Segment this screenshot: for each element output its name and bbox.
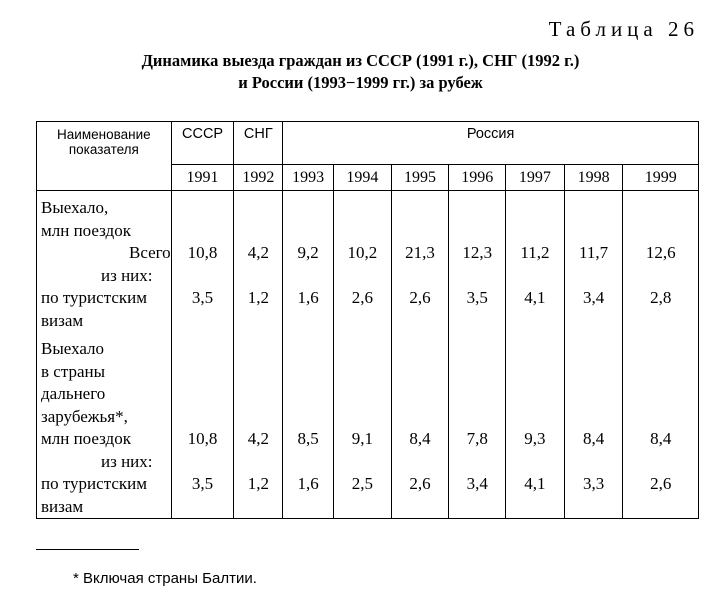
header-year: 1996 <box>449 165 506 191</box>
table-cell: 2,6 <box>334 287 392 310</box>
section1-tourist-label: по туристским <box>37 287 172 310</box>
section2-visas-label: визам <box>37 496 172 519</box>
table-cell: 11,2 <box>506 242 565 265</box>
section2-label-row-1 <box>37 332 699 361</box>
header-ussr: СССР <box>171 122 234 165</box>
section2-label-row-4 <box>37 406 699 429</box>
section2-of-them-label: из них: <box>101 451 153 471</box>
header-year: 1991 <box>171 165 234 191</box>
table-cell: 12,6 <box>623 242 699 265</box>
header-year: 1995 <box>391 165 449 191</box>
section1-total-label: Всего <box>129 243 171 262</box>
table-cell: 10,8 <box>171 428 234 451</box>
table-cell: 2,6 <box>623 473 699 496</box>
footnote-rule <box>36 549 139 550</box>
section2-label-line3: дальнего <box>37 383 172 406</box>
header-year: 1993 <box>283 165 334 191</box>
section2-label-line2: в страны <box>37 361 172 384</box>
table-caption <box>0 50 721 94</box>
table-cell: 2,6 <box>391 287 449 310</box>
section2-label-line1: Выехало <box>37 332 172 361</box>
table-cell: 3,5 <box>171 473 234 496</box>
caption-line-1: Динамика выезда граждан из СССР (1991 г.), СНГ (1992 г.) <box>141 51 580 70</box>
header-russia: Россия <box>283 122 699 165</box>
section2-visas-row <box>37 496 699 519</box>
table-cell: 12,3 <box>449 242 506 265</box>
section2-of-them-row <box>37 451 699 474</box>
table-cell: 8,4 <box>623 428 699 451</box>
section1-label-line1: Выехало, <box>37 191 172 220</box>
header-indicator-name: Наименование показателя <box>37 122 172 191</box>
table-cell: 9,2 <box>283 242 334 265</box>
section2-tourist-label: по туристским <box>37 473 172 496</box>
table-cell: 1,2 <box>234 473 283 496</box>
table-cell: 3,4 <box>449 473 506 496</box>
section1-of-them-label: из них: <box>101 265 153 285</box>
section2-total-row <box>37 428 699 451</box>
table-cell: 3,4 <box>564 287 623 310</box>
section2-label-row-3 <box>37 383 699 406</box>
table-number: Таблица 26 <box>548 17 699 41</box>
table-cell: 3,5 <box>449 287 506 310</box>
table-cell: 7,8 <box>449 428 506 451</box>
header-year: 1997 <box>506 165 565 191</box>
section2-label-line5: млн поездок <box>37 428 172 451</box>
footnote: * Включая страны Балтии. <box>73 570 257 587</box>
table-cell: 1,2 <box>234 287 283 310</box>
table-cell: 2,8 <box>623 287 699 310</box>
section2-tourist-row <box>37 473 699 496</box>
table-cell: 1,6 <box>283 287 334 310</box>
data-table <box>36 121 699 519</box>
header-year: 1994 <box>334 165 392 191</box>
table-cell: 9,3 <box>506 428 565 451</box>
table-cell: 8,4 <box>564 428 623 451</box>
section1-label-row-2 <box>37 220 699 243</box>
header-year: 1998 <box>564 165 623 191</box>
table-cell: 21,3 <box>391 242 449 265</box>
section1-visas-label: визам <box>37 310 172 333</box>
table-cell: 3,3 <box>564 473 623 496</box>
table-cell: 10,2 <box>334 242 392 265</box>
header-year: 1999 <box>623 165 699 191</box>
section2-label-line4: зарубежья*, <box>37 406 172 429</box>
header-cis: СНГ <box>234 122 283 165</box>
header-row-groups <box>37 122 699 165</box>
section1-label-row <box>37 191 699 220</box>
header-year: 1992 <box>234 165 283 191</box>
table-cell: 4,1 <box>506 473 565 496</box>
section1-of-them-row <box>37 265 699 288</box>
section2-label-row-2 <box>37 361 699 384</box>
section1-visas-row <box>37 310 699 333</box>
table-cell: 2,5 <box>334 473 392 496</box>
table-cell: 8,4 <box>391 428 449 451</box>
table-cell: 8,5 <box>283 428 334 451</box>
section1-tourist-row <box>37 287 699 310</box>
caption-line-2: и России (1993−1999 гг.) за рубеж <box>238 73 483 92</box>
table-cell: 11,7 <box>564 242 623 265</box>
table-cell: 4,2 <box>234 242 283 265</box>
section1-label-line2: млн поездок <box>37 220 172 243</box>
table-cell: 10,8 <box>171 242 234 265</box>
table-cell: 3,5 <box>171 287 234 310</box>
table-cell: 4,1 <box>506 287 565 310</box>
table-cell: 2,6 <box>391 473 449 496</box>
table-cell: 1,6 <box>283 473 334 496</box>
section1-total-row <box>37 242 699 265</box>
table-cell: 4,2 <box>234 428 283 451</box>
table-cell: 9,1 <box>334 428 392 451</box>
